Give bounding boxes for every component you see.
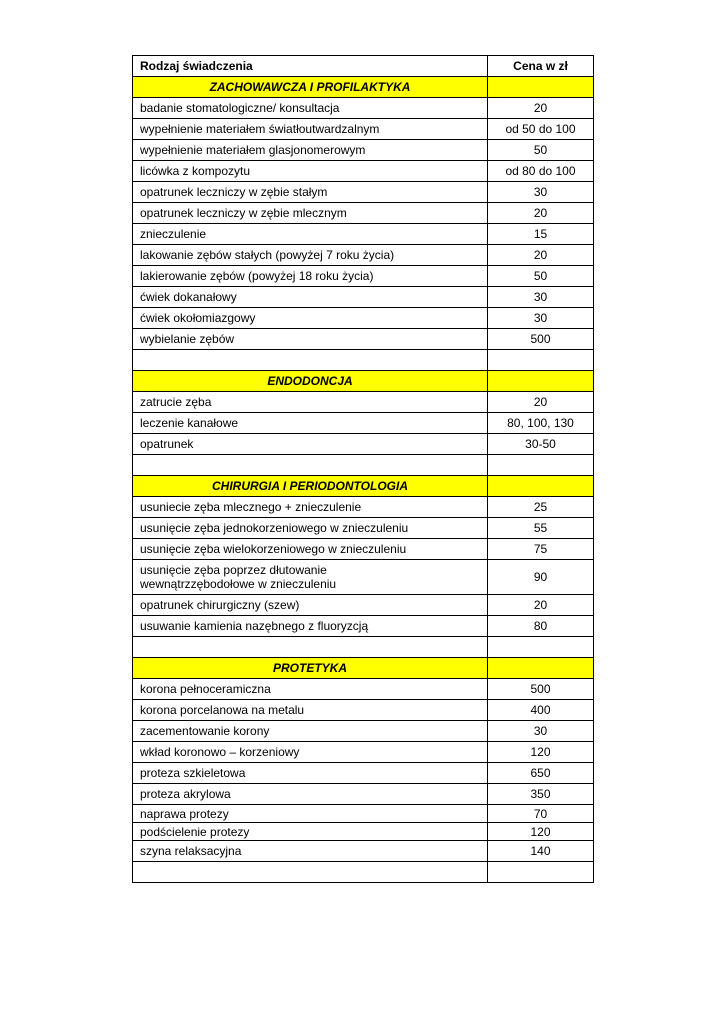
service-name-cell: wypełnienie materiałem glasjonomerowym <box>133 140 488 161</box>
price-cell: 15 <box>488 224 594 245</box>
table-row <box>133 434 594 455</box>
service-name-cell: szyna relaksacyjna <box>133 841 488 862</box>
price-cell: 20 <box>488 98 594 119</box>
service-name-cell: wybielanie zębów <box>133 329 488 350</box>
service-name-cell: wypełnienie materiałem światłoutwardzalnym <box>133 119 488 140</box>
empty-cell <box>133 862 488 883</box>
price-cell: 500 <box>488 329 594 350</box>
service-name-cell: korona porcelanowa na metalu <box>133 700 488 721</box>
price-cell: 50 <box>488 140 594 161</box>
table-row <box>133 595 594 616</box>
table-row <box>133 224 594 245</box>
service-name-cell: lakierowanie zębów (powyżej 18 roku życia) <box>133 266 488 287</box>
price-cell: 500 <box>488 679 594 700</box>
table-row <box>133 497 594 518</box>
table-row <box>133 266 594 287</box>
price-list-body <box>133 56 594 883</box>
table-row <box>133 700 594 721</box>
price-cell: 90 <box>488 560 594 595</box>
price-cell: 70 <box>488 805 594 823</box>
empty-row <box>133 350 594 371</box>
section-header-row <box>133 77 594 98</box>
price-cell: 400 <box>488 700 594 721</box>
table-row <box>133 841 594 862</box>
service-name-cell: ćwiek dokanałowy <box>133 287 488 308</box>
service-name-cell: usuwanie kamienia nazębnego z fluoryzcją <box>133 616 488 637</box>
price-cell: 30 <box>488 287 594 308</box>
section-title: ENDODONCJA <box>133 371 488 392</box>
table-row <box>133 805 594 823</box>
table-row <box>133 203 594 224</box>
table-row <box>133 161 594 182</box>
service-name-cell: proteza szkieletowa <box>133 763 488 784</box>
table-row <box>133 679 594 700</box>
table-row <box>133 823 594 841</box>
price-cell: 30 <box>488 721 594 742</box>
table-row <box>133 560 594 595</box>
service-name-cell: usunięcie zęba poprzez dłutowanie wewnątrzzębodołowe w znieczuleniu <box>133 560 488 595</box>
price-cell: 30 <box>488 182 594 203</box>
empty-row <box>133 455 594 476</box>
empty-cell <box>133 350 488 371</box>
service-name-cell: opatrunek <box>133 434 488 455</box>
table-row <box>133 140 594 161</box>
empty-cell <box>488 637 594 658</box>
table-row <box>133 287 594 308</box>
service-name-cell: licówka z kompozytu <box>133 161 488 182</box>
price-cell: 20 <box>488 595 594 616</box>
price-cell: 350 <box>488 784 594 805</box>
service-name-cell: usunięcie zęba jednokorzeniowego w znieczuleniu <box>133 518 488 539</box>
price-cell: 80, 100, 130 <box>488 413 594 434</box>
price-cell: 120 <box>488 742 594 763</box>
service-name-cell: badanie stomatologiczne/ konsultacja <box>133 98 488 119</box>
price-cell: 20 <box>488 203 594 224</box>
empty-cell <box>488 455 594 476</box>
table-row <box>133 245 594 266</box>
price-cell: 30 <box>488 308 594 329</box>
price-cell: od 50 do 100 <box>488 119 594 140</box>
table-row <box>133 392 594 413</box>
price-cell: 650 <box>488 763 594 784</box>
price-cell: 20 <box>488 245 594 266</box>
service-name-cell: usunięcie zęba wielokorzeniowego w znieczuleniu <box>133 539 488 560</box>
price-cell: 50 <box>488 266 594 287</box>
table-row <box>133 182 594 203</box>
section-title: PROTETYKA <box>133 658 488 679</box>
table-row <box>133 539 594 560</box>
table-row <box>133 518 594 539</box>
service-name-cell: zatrucie zęba <box>133 392 488 413</box>
price-cell: 20 <box>488 392 594 413</box>
empty-cell <box>488 862 594 883</box>
empty-row <box>133 862 594 883</box>
section-title: CHIRURGIA I PERIODONTOLOGIA <box>133 476 488 497</box>
empty-cell <box>488 350 594 371</box>
header-row <box>133 56 594 77</box>
table-row <box>133 413 594 434</box>
section-header-row <box>133 476 594 497</box>
section-price-cell <box>488 476 594 497</box>
price-cell: 140 <box>488 841 594 862</box>
section-price-cell <box>488 77 594 98</box>
service-column-header: Rodzaj świadczenia <box>133 56 488 77</box>
service-name-cell: opatrunek chirurgiczny (szew) <box>133 595 488 616</box>
service-name-cell: znieczulenie <box>133 224 488 245</box>
table-row <box>133 119 594 140</box>
section-header-row <box>133 371 594 392</box>
service-name-cell: naprawa protezy <box>133 805 488 823</box>
service-name-cell: leczenie kanałowe <box>133 413 488 434</box>
empty-cell <box>133 455 488 476</box>
service-name-cell: wkład koronowo – korzeniowy <box>133 742 488 763</box>
empty-row <box>133 637 594 658</box>
table-row <box>133 763 594 784</box>
service-name-cell: opatrunek leczniczy w zębie stałym <box>133 182 488 203</box>
table-row <box>133 742 594 763</box>
service-name-cell: opatrunek leczniczy w zębie mlecznym <box>133 203 488 224</box>
service-name-cell: zacementowanie korony <box>133 721 488 742</box>
section-title: ZACHOWAWCZA I PROFILAKTYKA <box>133 77 488 98</box>
service-name-cell: lakowanie zębów stałych (powyżej 7 roku życia) <box>133 245 488 266</box>
table-row <box>133 784 594 805</box>
section-price-cell <box>488 371 594 392</box>
service-name-cell: korona pełnoceramiczna <box>133 679 488 700</box>
price-cell: 25 <box>488 497 594 518</box>
price-cell: 120 <box>488 823 594 841</box>
price-cell: od 80 do 100 <box>488 161 594 182</box>
service-name-cell: podścielenie protezy <box>133 823 488 841</box>
price-list-table <box>132 55 594 883</box>
table-row <box>133 721 594 742</box>
price-column-header: Cena w zł <box>488 56 594 77</box>
table-row <box>133 329 594 350</box>
empty-cell <box>133 637 488 658</box>
price-cell: 55 <box>488 518 594 539</box>
service-name-cell: usuniecie zęba mlecznego + znieczulenie <box>133 497 488 518</box>
price-cell: 30-50 <box>488 434 594 455</box>
table-row <box>133 616 594 637</box>
table-row <box>133 98 594 119</box>
service-name-cell: proteza akrylowa <box>133 784 488 805</box>
service-name-cell: ćwiek okołomiazgowy <box>133 308 488 329</box>
table-row <box>133 308 594 329</box>
price-cell: 80 <box>488 616 594 637</box>
section-price-cell <box>488 658 594 679</box>
price-cell: 75 <box>488 539 594 560</box>
section-header-row <box>133 658 594 679</box>
